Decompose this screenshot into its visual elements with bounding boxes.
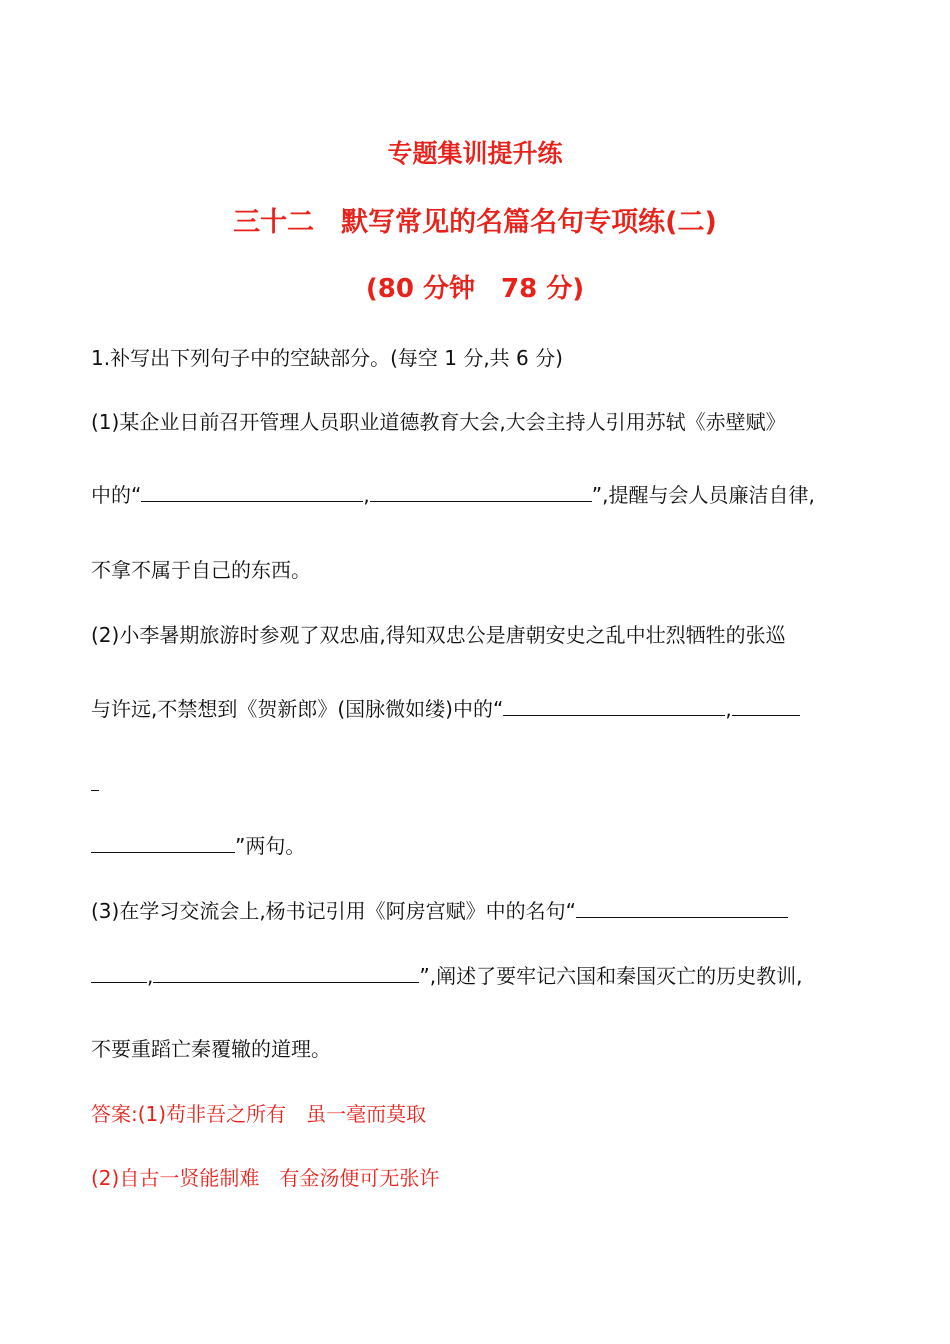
- item-3-prefix: (3)在学习交流会上,杨书记引用《阿房宫赋》中的名句“: [91, 899, 577, 923]
- item-3-line-3: 不要重蹈亡秦覆辙的道理。: [91, 1037, 331, 1061]
- item-2-separator: ,: [725, 697, 732, 721]
- answer-blank[interactable]: [576, 897, 788, 918]
- item-3-suffix: ”,阐述了要牢记六国和秦国灭亡的历史教训,: [419, 964, 803, 988]
- item-2-line-3: [91, 770, 861, 798]
- answer-blank-continuation[interactable]: [91, 770, 99, 791]
- item-3-line-2: [91, 962, 861, 990]
- item-2-line-2: [91, 695, 861, 723]
- item-1-line-3: 不拿不属于自己的东西。: [91, 558, 311, 582]
- item-3-separator: ,: [147, 964, 154, 988]
- item-1-prefix: 中的“: [91, 483, 142, 507]
- answer-blank[interactable]: [503, 695, 725, 716]
- item-1-text-1: (1)某企业日前召开管理人员职业道德教育大会,大会主持人引用苏轼《赤壁赋》: [91, 410, 786, 434]
- item-2-line-4: [91, 832, 861, 860]
- answer-blank-continuation[interactable]: [91, 962, 147, 983]
- answer-blank[interactable]: [153, 962, 419, 983]
- item-3-line-1: [91, 897, 861, 925]
- item-2-prefix: 与许远,不禁想到《贺新郎》(国脉微如缕)中的“: [91, 697, 504, 721]
- answer-line-2: (2)自古一贤能制难 有金汤便可无张许: [91, 1166, 440, 1190]
- item-2-line-1: (2)小李暑期旅游时参观了双忠庙,得知双忠公是唐朝安史之乱中壮烈牺牲的张巡: [91, 623, 786, 647]
- answer-blank[interactable]: [732, 695, 800, 716]
- answer-blank[interactable]: [370, 481, 592, 502]
- item-1-line-1: [91, 408, 861, 436]
- item-1-separator: ,: [363, 483, 370, 507]
- question-stem: 1.补写出下列句子中的空缺部分。(每空 1 分,共 6 分): [91, 346, 563, 370]
- item-2-suffix: ”两句。: [235, 834, 306, 858]
- answer-blank[interactable]: [141, 481, 363, 502]
- answer-blank[interactable]: [91, 832, 235, 853]
- time-score: (80 分钟 78 分): [365, 274, 585, 304]
- item-1-line-2: [91, 481, 861, 509]
- unit-title: 三十二 默写常见的名篇名句专项练(二): [233, 207, 717, 238]
- item-1-suffix: ”,提醒与会人员廉洁自律,: [591, 483, 815, 507]
- series-title: 专题集训提升练: [387, 139, 563, 168]
- answer-line-1: 答案:(1)苟非吾之所有 虽一毫而莫取: [91, 1102, 427, 1126]
